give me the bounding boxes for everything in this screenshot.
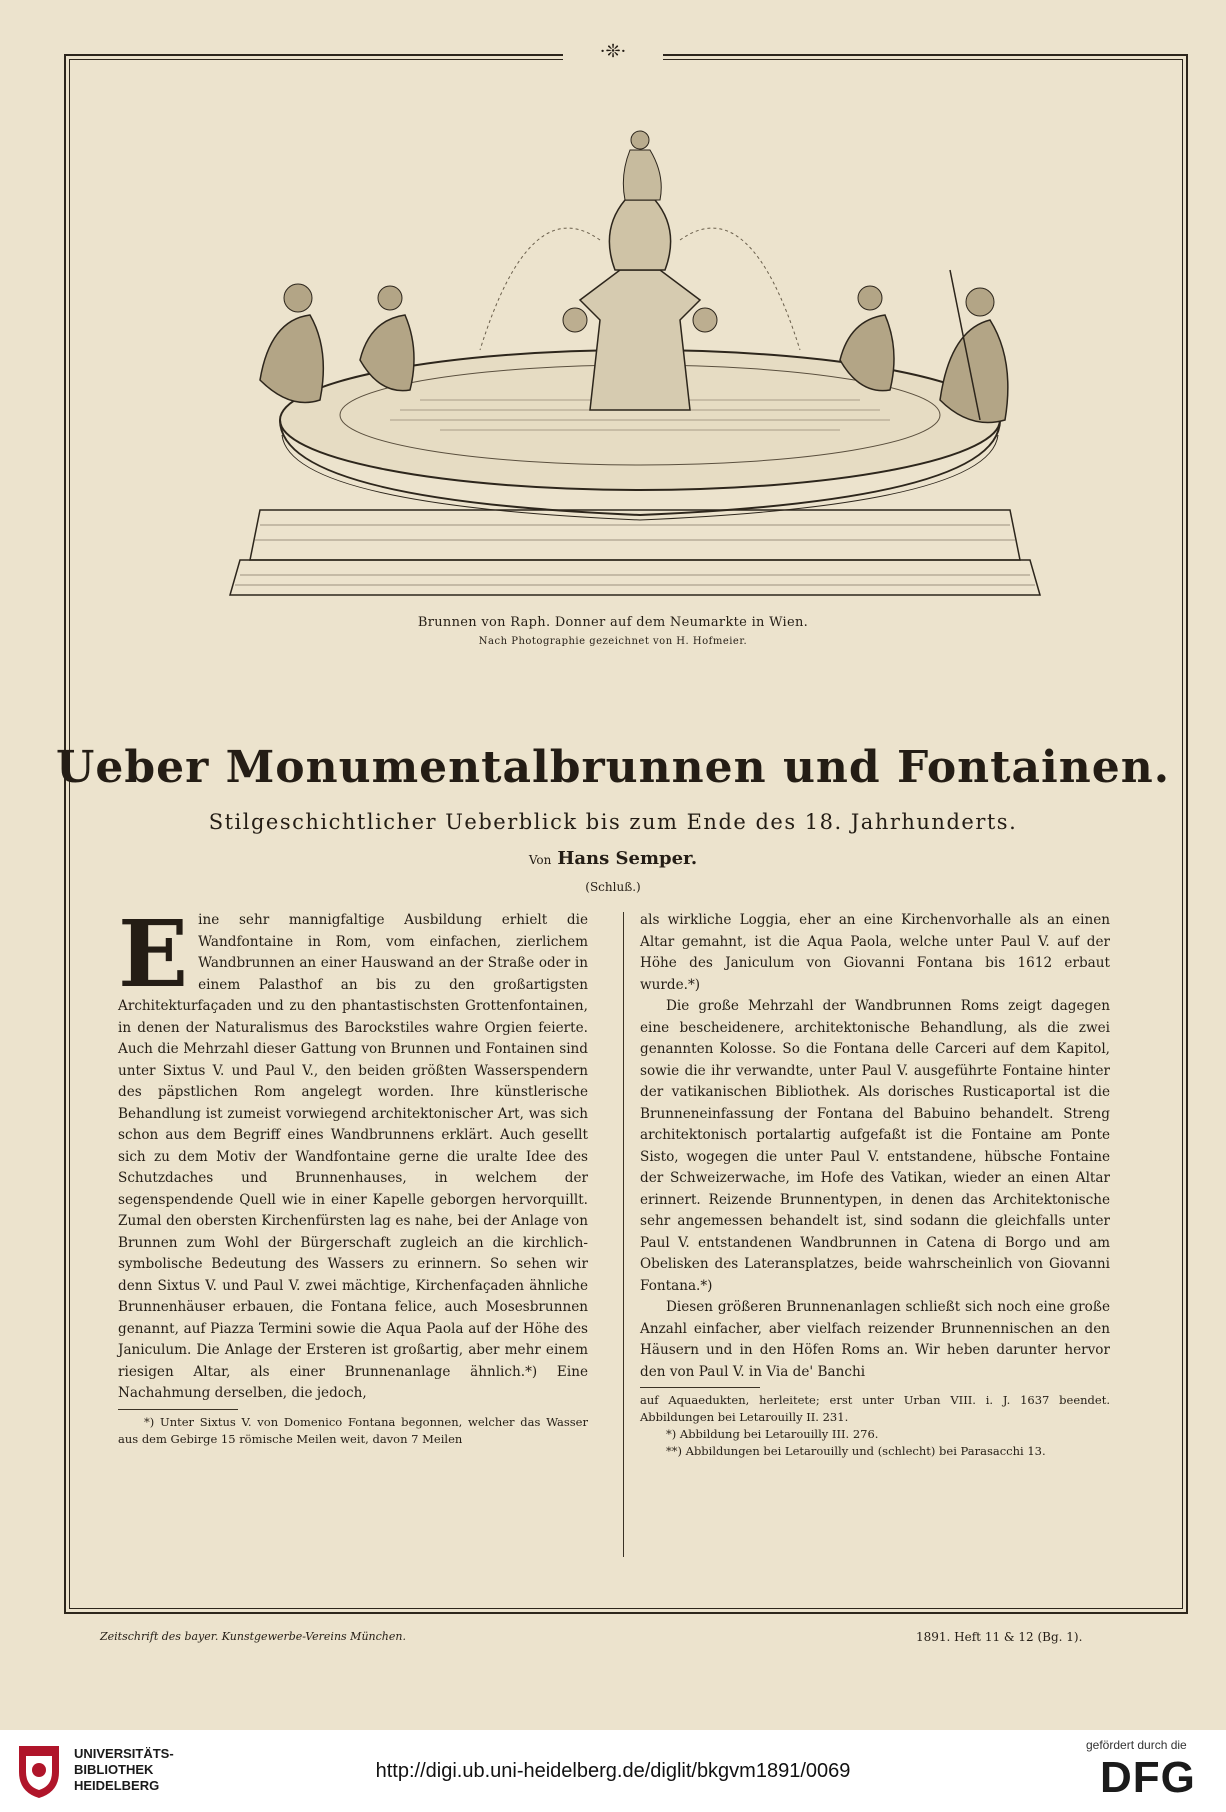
paragraph: Die große Mehrzahl der Wandbrunnen Roms zeigt dagegen eine bescheidenere, architektonische Behandlung, als die zwei genannten Kolosse. So die Fontana delle Carceri auf dem Kapitol, sowie die ihr verwandte, unter Paul V. ausgeführte Fontaine hinter der vatikanischen Bibliothek. Als dorisches Rusticaportal ist die Brunneneinfassung der Fontana del Babuino behandelt. Streng architektonisch portalartig aufgefaßt ist die Fontaine am Ponte Sisto, wogegen die unter Paul V. entstandene, hübsche Fontaine der Schweizerwache, im Hofe des Vatikan, wieder an einen Altar erinnert. Reizende Brunnentypen, in denen das Architektonische sehr angemessen behandelt ist, sind sodann die gleichfalls unter Paul V. entstandenen Wandbrunnen in Catena di Borgo und am Obelisken des Lateransplatzes, beide wahrscheinlich von Giovanni Fontana.*) — [640, 998, 1110, 1294]
author-prefix: Von — [528, 853, 552, 867]
illustration-credit: Nach Photographie gezeichnet von H. Hofmeier. — [478, 636, 748, 647]
footnote-rule — [118, 1409, 238, 1410]
dfg-logo-icon: DFG — [1100, 1753, 1196, 1802]
footnote: **) Abbildungen bei Letarouilly und (schlecht) bei Parasacchi 13. — [666, 1444, 1046, 1458]
drop-cap: E — [118, 900, 189, 1008]
page-url-link[interactable]: http://digi.ub.uni-heidelberg.de/diglit/bkgvm1891/0069 — [375, 1760, 851, 1782]
text-column-right — [640, 910, 1110, 1460]
library-bar — [0, 1730, 1226, 1812]
footnote: *) Unter Sixtus V. von Domenico Fontana begonnen, welcher das Wasser aus dem Gebirge 15 römische Meilen weit, davon 7 Meilen — [118, 1414, 588, 1446]
university-name: UNIVERSITÄTS- BIBLIOTHEK HEIDELBERG — [74, 1746, 174, 1793]
fountain-illustration — [220, 120, 1050, 610]
paragraph: Diesen größeren Brunnenanlagen schließt sich noch eine große Anzahl einfacher, aber vielfach reizender Brunnennischen an den Häusern und in den Höfen Roms an. Wir heben darunter hervor den von Paul V. in Via de' Banchi — [640, 1299, 1110, 1380]
author-name: Hans Semper. — [557, 848, 698, 869]
illustration-caption: Brunnen von Raph. Donner auf dem Neumarkte in Wien. — [417, 615, 809, 630]
sponsor-text: gefördert durch die — [1086, 1738, 1187, 1752]
journal-name: Zeitschrift des bayer. Kunstgewerbe-Vereins München. — [100, 1630, 406, 1643]
continuation-note: (Schluß.) — [585, 880, 641, 894]
text-column-left — [118, 900, 588, 1448]
article-title: Ueber Monumentalbrunnen und Fontainen. — [55, 742, 1171, 793]
footnote: auf Aquaedukten, herleitete; erst unter Urban VIII. i. J. 1637 beendet. Abbildungen bei Letarouilly II. 231. — [640, 1393, 1110, 1424]
footnote-rule — [640, 1387, 760, 1388]
article-subtitle: Stilgeschichtlicher Ueberblick bis zum Ende des 18. Jahrhunderts. — [208, 810, 1018, 834]
column-divider — [623, 912, 624, 1557]
issue-info: 1891. Heft 11 & 12 (Bg. 1). — [916, 1630, 1083, 1644]
paragraph: als wirkliche Loggia, eher an eine Kirchenvorhalle als an einen Altar gemahnt, ist die Aqua Paola, welche unter Paul V. auf der Höhe des Janiculum von Giovanni Fontana bis 1612 erbaut wurde.*) — [640, 912, 1110, 993]
article-author — [0, 848, 1226, 869]
paragraph: ine sehr mannigfaltige Ausbildung erhielt die Wandfontaine in Rom, vom einfachen, zierlichem Wandbrunnen an einer Hauswand an der Straße oder in einem Palasthof an bis zu den großartigsten Architekturfaçaden und zu den phantastischsten Grottenfontainen, in denen der Naturalismus des Barockstiles wahre Orgien feierte. Auch die Mehrzahl dieser Gattung von Brunnen und Fontainen sind unter Sixtus V. und Paul V., den beiden größten Wasserspendern des päpstlichen Rom angelegt worden. Ihre künstlerische Behandlung ist zumeist vorwiegend architektonischer Art, was sich schon aus dem Begriff eines Wandbrunnens erklärt. Auch gesellt sich zu dem Motiv der Wandfontaine gerne die uralte Idee des Schutzdaches und Brunnenhauses, in welchem der segenspendende Quell wie in einer Kapelle geborgen hervorquillt. Zumal den obersten Kirchenfürsten lag es nahe, bei der Anlage von Brunnen zum Wohl der Bürgerschaft zugleich an die kirchlich-symbolische Bedeutung des Wassers zu erinnern. So sehen wir denn Sixtus V. und Paul V. zwei mächtige, Kirchenfaçaden ähnliche Brunnenhäuser erbauen, die Fontana felice, auch Mosesbrunnen genannt, auf Piazza Termini sowie die Aqua Paola auf der Höhe des Janiculum. Die Anlage der Ersteren ist großartig, aber mehr einem riesigen Altar, als einer Brunnenanlage ähnlich.*) Eine Nachahmung derselben, die jedoch, — [118, 912, 588, 1401]
footnote: *) Abbildung bei Letarouilly III. 276. — [666, 1427, 879, 1441]
header-ornament: ·❊· — [563, 40, 663, 64]
